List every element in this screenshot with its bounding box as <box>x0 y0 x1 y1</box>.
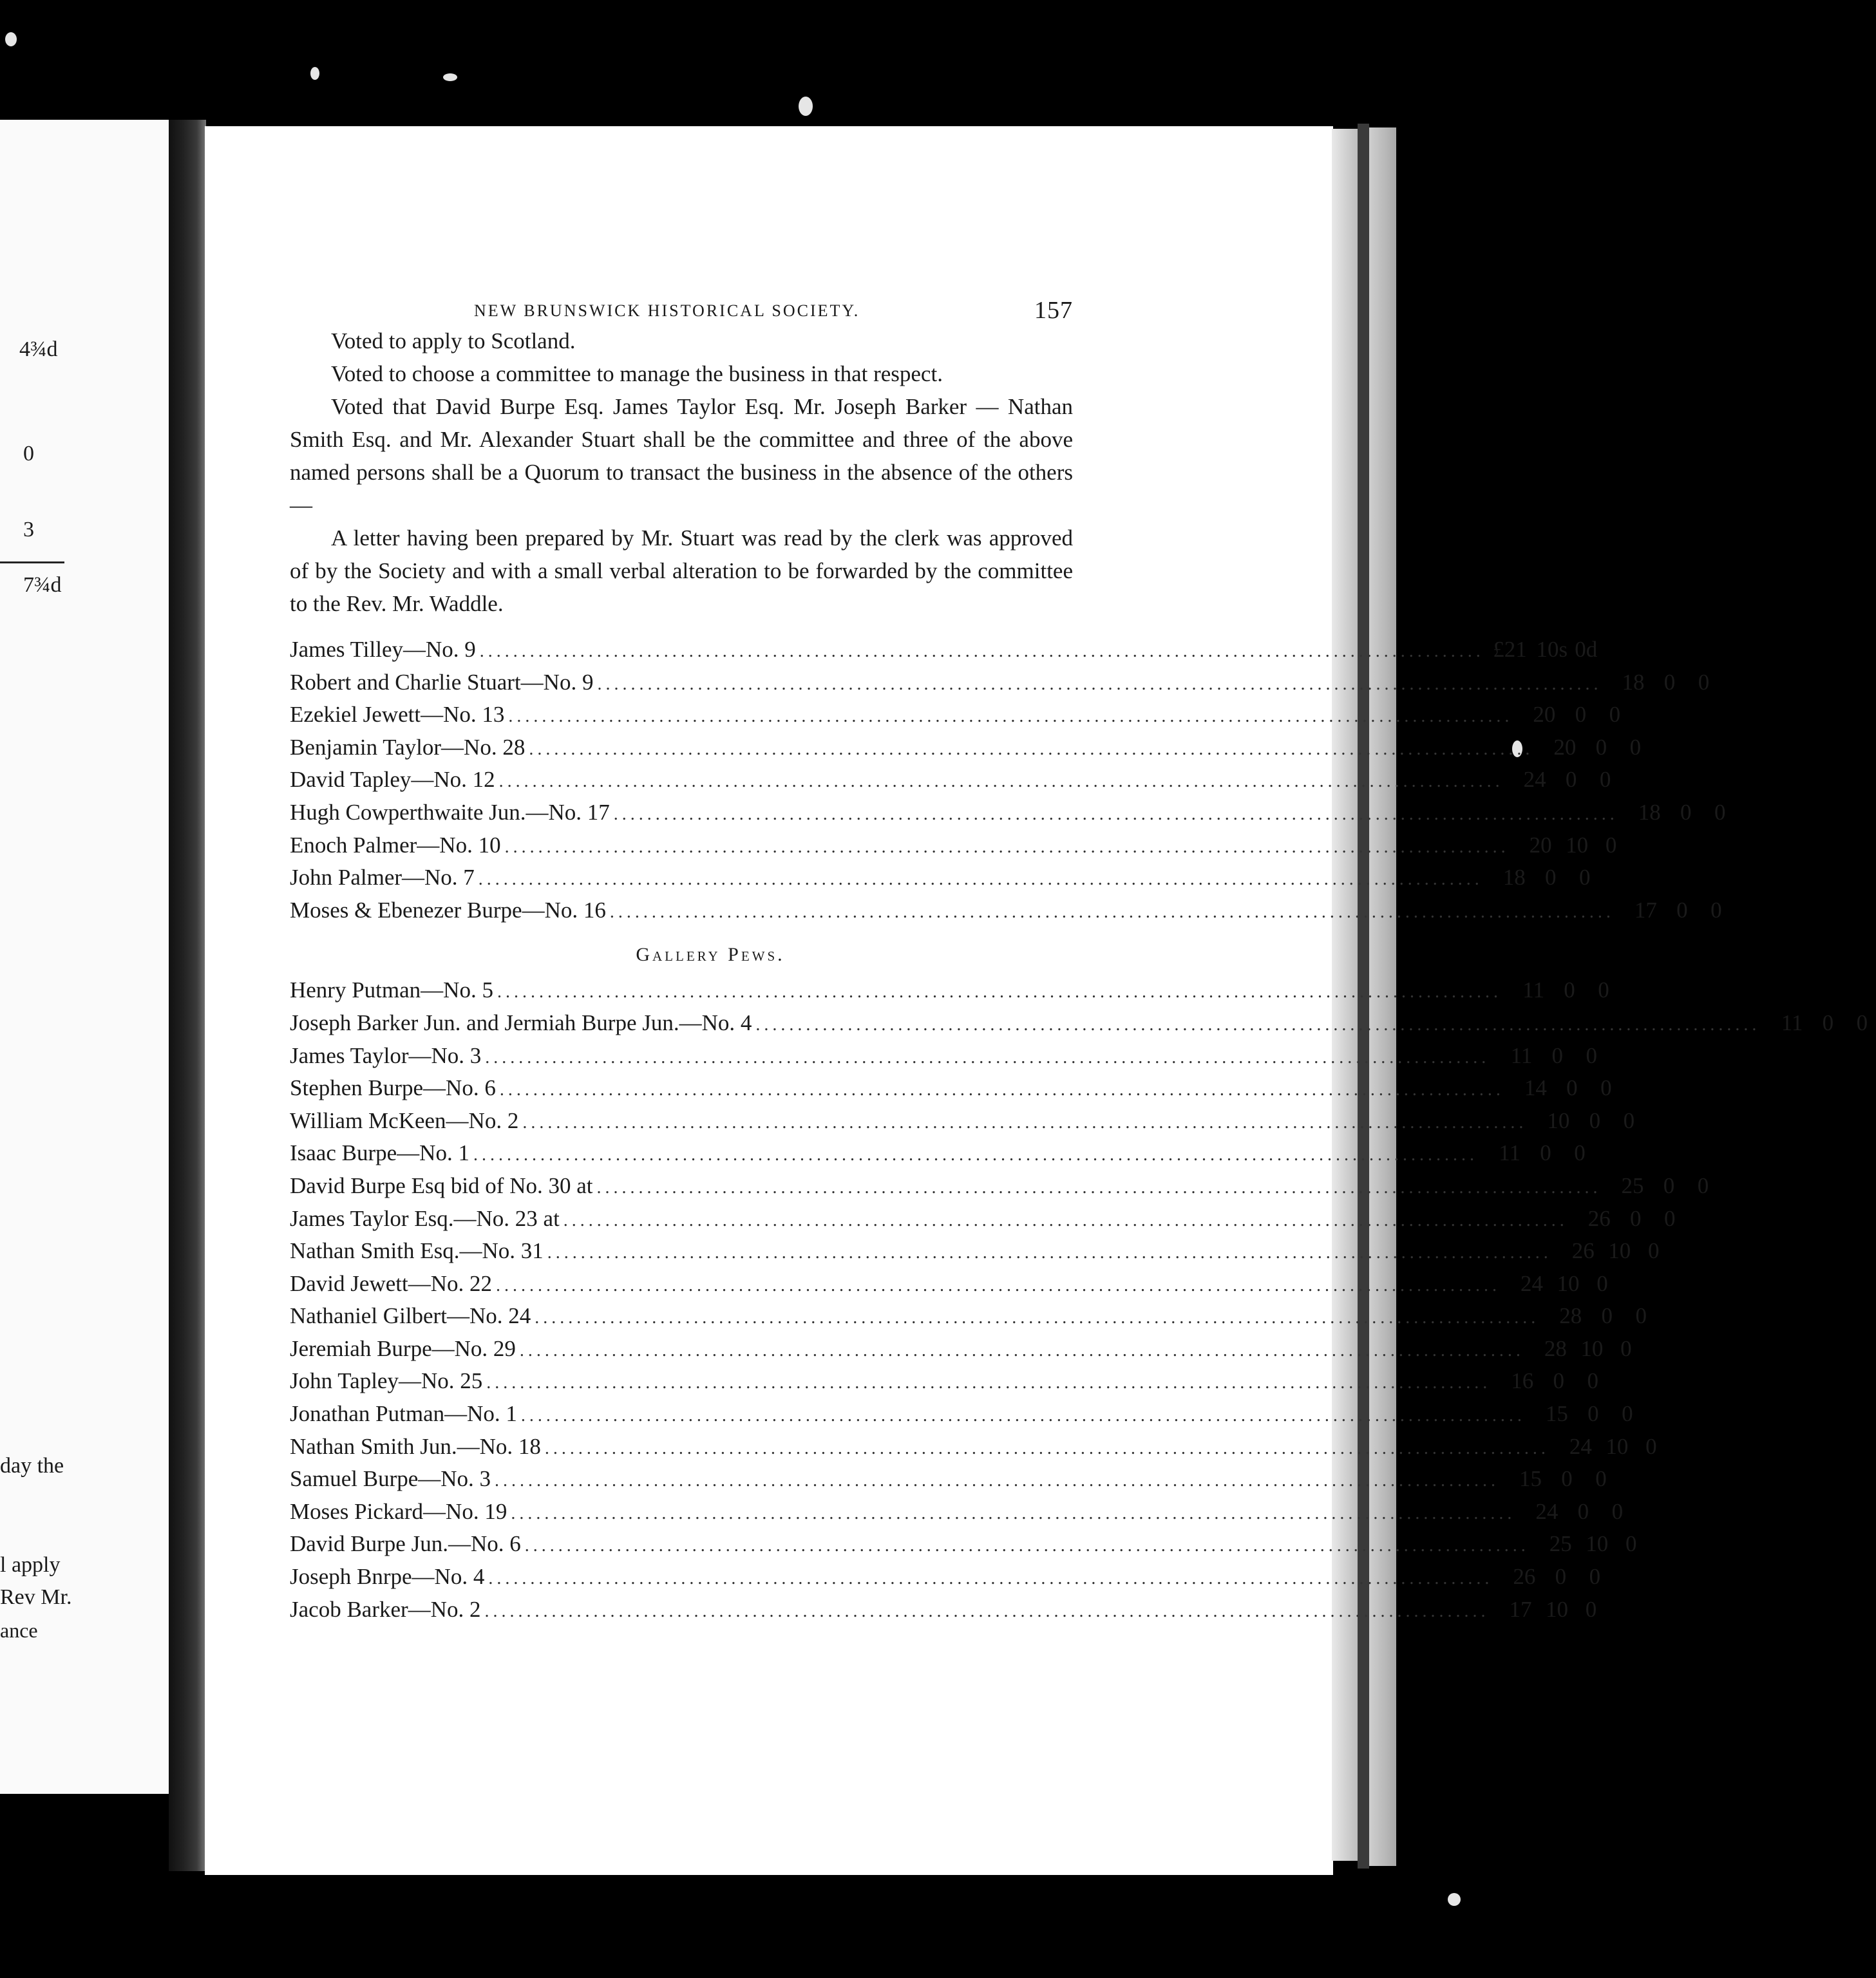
leader-dots: ........................................................................................................................ <box>508 706 1513 727</box>
left-page-text: 4¾d <box>19 337 58 361</box>
pew-name: Stephen Burpe—No. 6 <box>290 1075 496 1101</box>
pounds-value: 24 <box>1569 1433 1592 1459</box>
pew-entry <box>290 669 1710 702</box>
pounds-value: 17 <box>1509 1596 1532 1622</box>
pence-value: 0 <box>1647 1238 1660 1264</box>
pounds-value: 15 <box>1519 1466 1542 1492</box>
pounds-value: 24 <box>1523 767 1546 793</box>
dust-speck <box>310 67 319 80</box>
section-heading: Gallery Pews. <box>636 944 785 966</box>
leader-dots: ........................................................................................................................ <box>519 1340 1524 1361</box>
pounds-value: 15 <box>1545 1401 1568 1427</box>
shillings-value: 0 <box>1587 1401 1599 1427</box>
shillings-value: 0 <box>1575 702 1587 728</box>
leader-dots: ........................................................................................................................ <box>499 1080 1504 1100</box>
pew-entry <box>290 1238 1660 1271</box>
pence-value: 0 <box>1587 1368 1598 1394</box>
leader-dots: ........................................................................................................................ <box>544 1438 1549 1458</box>
pew-entry <box>290 832 1617 865</box>
pew-entry <box>290 1173 1709 1206</box>
pew-entry <box>290 897 1722 930</box>
pence-value: 0 <box>1605 832 1617 858</box>
pew-name: Moses & Ebenezer Burpe—No. 16 <box>290 897 606 923</box>
shillings-value: 10 <box>1586 1531 1609 1557</box>
pew-entry <box>290 702 1621 735</box>
leader-dots: ........................................................................................................................ <box>596 1177 1602 1198</box>
pounds-value: 24 <box>1520 1270 1543 1296</box>
pew-name: David Burpe Jun.—No. 6 <box>290 1531 521 1557</box>
pounds-value: 26 <box>1587 1205 1611 1231</box>
pew-name: Hugh Cowperthwaite Jun.—No. 17 <box>290 799 610 825</box>
pew-name: Ezekiel Jewett—No. 13 <box>290 702 505 728</box>
pounds-value: 11 <box>1781 1010 1803 1035</box>
pew-entry <box>290 767 1611 800</box>
pence-value: 0 <box>1635 1303 1647 1329</box>
pew-list <box>290 637 1726 930</box>
pence-value: 0 <box>1579 865 1591 890</box>
left-page-text: 3 <box>23 518 34 542</box>
pew-name: David Tapley—No. 12 <box>290 767 495 793</box>
pounds-value: 17 <box>1634 897 1657 923</box>
shillings-value: 10 <box>1557 1270 1580 1296</box>
pence-value: 0 <box>1595 1466 1607 1492</box>
leader-dots: ........................................................................................................................ <box>755 1014 1761 1035</box>
pew-entry <box>290 1368 1598 1401</box>
pence-value: 0 <box>1599 767 1611 793</box>
leader-dots: ........................................................................................................................ <box>597 673 1602 694</box>
shillings-value: 10 <box>1545 1596 1568 1622</box>
shillings-value: 0 <box>1561 1466 1573 1492</box>
pence-value: 0 <box>1611 1498 1624 1524</box>
page-content <box>290 290 1868 1629</box>
leader-dots: ........................................................................................................................ <box>522 1112 1528 1133</box>
leader-dots: ........................................................................................................................ <box>478 869 1483 890</box>
pence-value: 0 <box>1609 702 1621 728</box>
leader-dots: ........................................................................................................................ <box>563 1210 1568 1230</box>
pew-name: Joseph Barker Jun. and Jermiah Burpe Jun.—No. 4 <box>290 1010 752 1035</box>
pew-name: Jeremiah Burpe—No. 29 <box>290 1335 516 1361</box>
pew-name: John Palmer—No. 7 <box>290 865 475 890</box>
pew-entry <box>290 1531 1637 1564</box>
pew-name: Moses Pickard—No. 19 <box>290 1498 507 1524</box>
left-page-text: l apply <box>0 1553 61 1577</box>
leader-dots: ........................................................................................................................ <box>535 1308 1540 1328</box>
pence-value: 0 <box>1623 1107 1635 1133</box>
running-head-title: NEW BRUNSWICK HISTORICAL SOCIETY. <box>474 301 860 320</box>
pounds-value: 28 <box>1559 1303 1582 1329</box>
left-page-text: Rev Mr. <box>0 1585 72 1609</box>
pence-value: 0 <box>1714 799 1726 825</box>
pew-entry <box>290 1205 1676 1239</box>
pew-entry <box>290 799 1726 833</box>
leader-dots: ........................................................................................................................ <box>547 1243 1552 1263</box>
pence-value: 0 <box>1710 897 1722 923</box>
pew-name: James Taylor—No. 3 <box>290 1042 482 1068</box>
pence-value: 0 <box>1620 1335 1632 1361</box>
pence-value: 0 <box>1585 1596 1597 1622</box>
shillings-value: 0 <box>1564 977 1575 1003</box>
pence-value: 0 <box>1698 669 1710 695</box>
pew-entry <box>290 1107 1635 1141</box>
leader-dots: ........................................................................................................................ <box>484 1601 1490 1621</box>
pew-entry <box>290 977 1609 1010</box>
pence-value: 0d <box>1575 637 1598 662</box>
leader-dots: ........................................................................................................................ <box>524 1536 1530 1556</box>
pence-value: 0 <box>1600 1075 1612 1101</box>
shillings-value: 10 <box>1606 1433 1629 1459</box>
pew-entry <box>290 1303 1647 1336</box>
pew-name: Nathan Smith Jun.—No. 18 <box>290 1433 541 1459</box>
pence-value: 0 <box>1645 1433 1657 1459</box>
pew-entry <box>290 1010 1868 1043</box>
pounds-value: 26 <box>1513 1564 1536 1590</box>
pence-value: 0 <box>1664 1205 1676 1231</box>
shillings-value: 0 <box>1630 1205 1642 1231</box>
pence-value: 0 <box>1596 1270 1608 1296</box>
pounds-value: 14 <box>1524 1075 1547 1101</box>
running-head <box>290 290 1073 325</box>
pounds-value: £21 <box>1493 637 1527 662</box>
pew-name: John Tapley—No. 25 <box>290 1368 483 1394</box>
leader-dots: ........................................................................................................................ <box>504 836 1510 857</box>
pew-name: David Jewett—No. 22 <box>290 1270 492 1296</box>
pew-entry <box>290 1335 1632 1369</box>
paragraph: Voted to apply to Scotland. <box>331 328 576 353</box>
shillings-value: 0 <box>1577 1498 1589 1524</box>
pounds-value: 11 <box>1522 977 1544 1003</box>
leader-dots: ........................................................................................................................ <box>495 1471 1500 1491</box>
shillings-value: 0 <box>1589 1107 1601 1133</box>
leader-dots: ........................................................................................................................ <box>520 1406 1526 1426</box>
leader-dots: ........................................................................................................................ <box>613 804 1618 824</box>
pew-name: Jonathan Putman—No. 1 <box>290 1401 517 1427</box>
leader-dots: ........................................................................................................................ <box>479 641 1484 661</box>
leader-dots: ........................................................................................................................ <box>498 771 1504 792</box>
shillings-value: 0 <box>1822 1010 1834 1035</box>
pounds-value: 26 <box>1571 1238 1595 1264</box>
pew-name: Samuel Burpe—No. 3 <box>290 1466 491 1492</box>
left-page-text: 7¾d <box>23 573 62 597</box>
pew-name: Robert and Charlie Stuart—No. 9 <box>290 669 594 695</box>
shillings-value: 0 <box>1566 1075 1578 1101</box>
shillings-value: 0 <box>1545 865 1557 890</box>
pence-value: 0 <box>1697 1173 1709 1198</box>
pew-entry <box>290 734 1642 768</box>
paragraph: Voted that David Burpe Esq. James Taylor Esq. Mr. Joseph Barker — Nathan Smith Esq. and Mr. Alexander Stuart shall be the committee and three of the above named persons shall be a Quorum to transact the business in the absence of the others — <box>290 394 1073 518</box>
leader-dots: ........................................................................................................................ <box>485 1047 1490 1068</box>
pounds-value: 11 <box>1499 1140 1521 1166</box>
shillings-value: 0 <box>1555 1564 1567 1590</box>
pew-entry <box>290 865 1591 898</box>
left-page-text: ance <box>0 1619 38 1642</box>
pew-entry <box>290 1433 1657 1467</box>
shillings-value: 0 <box>1565 767 1577 793</box>
shillings-value: 10 <box>1608 1238 1631 1264</box>
pew-name: James Taylor Esq.—No. 23 at <box>290 1205 560 1231</box>
shillings-value: 0 <box>1663 669 1676 695</box>
left-page-text: 0 <box>23 442 34 466</box>
pew-name: Joseph Bnrpe—No. 4 <box>290 1564 485 1590</box>
pew-entry <box>290 1270 1608 1304</box>
pence-value: 0 <box>1598 977 1609 1003</box>
page-number: 157 <box>1034 297 1073 324</box>
pounds-value: 10 <box>1547 1107 1570 1133</box>
pew-entry <box>290 1042 1598 1076</box>
pew-name: David Burpe Esq bid of No. 30 at <box>290 1173 593 1198</box>
pounds-value: 18 <box>1622 669 1645 695</box>
pew-name: Henry Putman—No. 5 <box>290 977 493 1003</box>
shillings-value: 0 <box>1595 734 1607 760</box>
leader-dots: ........................................................................................................................ <box>497 982 1502 1003</box>
paragraph: Voted to choose a committee to manage the business in that respect. <box>331 361 943 386</box>
pounds-value: 20 <box>1553 734 1577 760</box>
gallery-pew-list <box>290 977 1868 1629</box>
leader-dots: ........................................................................................................................ <box>529 739 1534 759</box>
shillings-value: 10s <box>1536 637 1568 662</box>
pew-name: Jacob Barker—No. 2 <box>290 1596 481 1622</box>
shillings-value: 0 <box>1676 897 1688 923</box>
pounds-value: 25 <box>1549 1531 1572 1557</box>
pounds-value: 16 <box>1511 1368 1534 1394</box>
pew-entry <box>290 637 1598 670</box>
pew-name: Benjamin Taylor—No. 28 <box>290 734 526 760</box>
dust-speck <box>799 97 813 116</box>
pence-value: 0 <box>1622 1401 1633 1427</box>
pew-name: James Tilley—No. 9 <box>290 637 476 662</box>
pew-name: Enoch Palmer—No. 10 <box>290 832 501 858</box>
pew-name: William McKeen—No. 2 <box>290 1107 519 1133</box>
shillings-value: 0 <box>1551 1042 1564 1068</box>
paragraph: A letter having been prepared by Mr. Stuart was read by the clerk was approved of by the Society and with a small verbal alteration to be forwarded by the committee to the Rev. Mr. Waddle. <box>290 525 1073 616</box>
pew-entry <box>290 1466 1607 1499</box>
book-gutter <box>169 120 206 1871</box>
pounds-value: 18 <box>1638 799 1661 825</box>
shillings-value: 10 <box>1580 1335 1604 1361</box>
leader-dots: ........................................................................................................................ <box>495 1275 1501 1295</box>
leader-dots: ........................................................................................................................ <box>473 1145 1478 1165</box>
shillings-value: 10 <box>1566 832 1589 858</box>
leader-dots: ........................................................................................................................ <box>609 901 1615 922</box>
pounds-value: 25 <box>1621 1173 1644 1198</box>
pew-entry <box>290 1498 1624 1532</box>
pew-name: Nathan Smith Esq.—No. 31 <box>290 1238 544 1264</box>
pence-value: 0 <box>1574 1140 1586 1166</box>
shillings-value: 0 <box>1601 1303 1613 1329</box>
pew-entry <box>290 1596 1597 1630</box>
pounds-value: 18 <box>1502 865 1526 890</box>
dust-speck <box>443 73 457 81</box>
pew-entry <box>290 1140 1586 1173</box>
shillings-value: 0 <box>1663 1173 1675 1198</box>
pew-entry <box>290 1075 1612 1108</box>
pence-value: 0 <box>1589 1564 1601 1590</box>
shillings-value: 0 <box>1553 1368 1564 1394</box>
shillings-value: 0 <box>1680 799 1692 825</box>
leader-dots: ........................................................................................................................ <box>486 1373 1492 1393</box>
dust-speck <box>5 32 17 46</box>
pounds-value: 28 <box>1544 1335 1567 1361</box>
pounds-value: 24 <box>1535 1498 1559 1524</box>
left-page-rule <box>0 561 64 563</box>
pence-value: 0 <box>1856 1010 1868 1035</box>
pence-value: 0 <box>1586 1042 1598 1068</box>
left-page-text: day the <box>0 1454 64 1478</box>
pew-entry <box>290 1564 1601 1597</box>
leader-dots: ........................................................................................................................ <box>488 1568 1493 1589</box>
dust-speck <box>1448 1893 1461 1906</box>
shillings-value: 0 <box>1540 1140 1551 1166</box>
pounds-value: 20 <box>1533 702 1556 728</box>
pence-value: 0 <box>1625 1531 1637 1557</box>
pew-name: Isaac Burpe—No. 1 <box>290 1140 469 1166</box>
leader-dots: ........................................................................................................................ <box>511 1503 1516 1523</box>
pence-value: 0 <box>1629 734 1642 760</box>
left-page-fragment <box>0 120 169 1794</box>
pew-name: Nathaniel Gilbert—No. 24 <box>290 1303 531 1329</box>
pew-entry <box>290 1401 1633 1434</box>
pounds-value: 11 <box>1510 1042 1533 1068</box>
pounds-value: 20 <box>1529 832 1552 858</box>
